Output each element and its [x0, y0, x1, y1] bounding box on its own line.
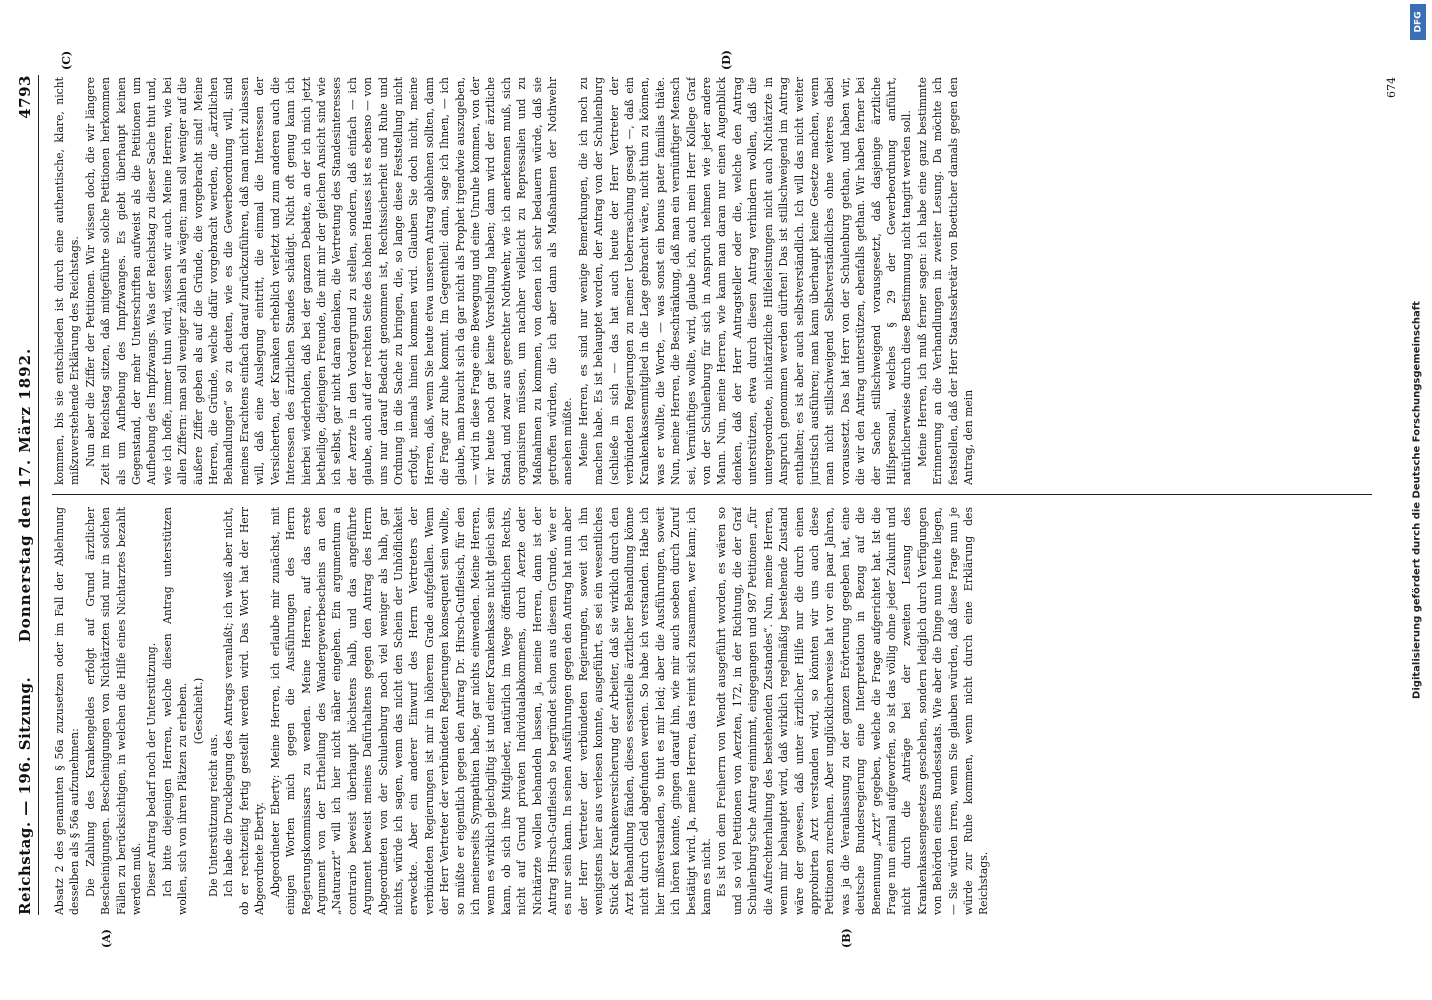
credit-text: Digitalisierung gefördert durch die Deutsche Forschungsgemeinschaft — [1411, 301, 1423, 699]
dfg-logo: DFG — [1410, 4, 1426, 40]
paragraph: (Geschieht.) — [191, 677, 205, 745]
paragraph: Meine Herren, es sind nur wenige Bemerkungen, die ich noch zu machen habe. Es ist behauptet worden, der Antrag von der Schulenburg (schließe in sich — das hat auch heute der Herr Vertreter der verbündeten Regierungen zu meiner Ueberraschung gesagt —, daß ein Krankenkassenmitglied in die Lage gebracht wäre, nicht thun zu können, was er wollte, die Worte, — was sonst ein bonus pater familias thäte. Nun, meine Herren, die Beschränkung, daß man ein vernünftiger Mensch sei, Vernünftiges wollte, wird, glaube ich, auch mein Herr Kollege Graf von der Schulenburg für sich in Anspruch nehmen wie jeder andere Mann. Nun, meine Herren, wie kann man daran nur einen Augenblick denken, daß der Herr Antragsteller oder die, welche den Antrag unterstützen, etwa durch diesen Antrag verhindern wollen, daß die untergeordnete, nichtärztliche Hilfeleistungen nicht auch Nichtärzte in Anspruch genommen werden dürften! Das ist stillschweigend im Antrag enthalten; es ist aber auch selbstverständlich. Ich will das nicht weiter juristisch ausführen; man kann überhaupt keine Gesetze machen, wenn man nicht stillschweigend Selbstverständliches ohne weiteres dabei voraussetzt. Das hat Herr von der Schulenburg gethan, und haben wir, die wir den Antrag unterstützen, ebenfalls gethan. Wir haben ferner bei der Sache stillschweigend vorausgesetzt, daß dasjenige ärztliche Hilfspersonal, welches § 29 der Gewerbeordnung anführt, natürlicherweise durch diese Bestimmung nicht tangirt werden soll. — [576, 77, 914, 485]
page-header — [14, 75, 39, 915]
signature-mark: 674 — [1385, 77, 1398, 98]
paragraph: Absatz 2 des genannten § 56a zuzusetzen oder im Fall der Ablehnung desselben als § 56a aufzunehmen: — [53, 507, 82, 915]
margin-mark-a: (A) — [100, 929, 113, 948]
margin-mark-c: (C) — [60, 50, 73, 70]
right-column — [52, 77, 1372, 485]
paragraph: kommen, bis sie entschieden ist durch eine authentische, klare, nicht mißzuverstehende Erklärung des Reichstags. — [53, 77, 82, 485]
speech-paragraph: Abgeordneter Eberty: Meine Herren, ich erlaube mir zunächst, mit einigen Worten mich gegen die Ausführungen des Herrn Regierungskommissars zu wenden. Meine Herren, auf das erste Argument von der Ertheilung des Wandergewerbescheins an den „Naturarzt“ will ich hier nicht näher eingehen. Ein argumentum a contrario beweist überhaupt höchstens halb, und das angeführte Argument beweist meines Dafürhaltens gegen den Antrag des Herrn Abgeordneten von der Schulenburg noch viel weniger als halb, gar nichts, würde ich sagen, wenn das nicht den Schein der Unhöflichkeit erweckte. Aber ein anderer Einwurf des Herrn Vertreters der verbündeten Regierungen ist mir in höherem Grade aufgefallen. Wenn der Herr Vertreter der verbündeten Regierungen konsequent sein wollte, so müßte er eigentlich gegen den Antrag Dr. Hirsch-Gutfleisch, für den ich meinerseits Sympathien habe, gar nichts einwenden. Meine Herren, wenn es wirklich gleichgiltig ist und einer Krankenkasse nicht gleich sein kann, ob sich ihre Mitglieder, natürlich im Wege öffentlichen Rechts, nicht auf Grund privaten Individualabkommens, durch Aerzte oder Nichtärzte wollen behandeln lassen, ja, meine Herren, dann ist der Antrag Hirsch-Gutfleisch so begründet schon aus diesem Grunde, wie er es nur sein kann. In seinen Ausführungen gegen den Antrag hat nun aber der Herr Vertreter der verbündeten Regierungen, soweit ich ihn wenigstens hier aus verlesen konnte, ausgeführt, es sei ein wesentliches Stück der Krankenversicherung der Arbeiter, daß sie wirklich durch den Arzt Behandlung fänden, dieses essentielle ärztlicher Behandlung könne nicht durch Geld abgefunden werden. So habe ich verstanden. Habe ich hier mißverstanden, so thut es mir leid; aber die Ausführungen, soweit ich hören konnte, gingen darauf hin, wie mir auch soeben durch Zuruf bestätigt wird. Ja, meine Herren, das reimt sich zusammen, wer kann; ich kann es nicht. — [268, 507, 714, 915]
paragraph: Nun aber die Ziffer der Petitionen. Wir wissen doch, die wir längere Zeit im Reichstag sitzen, daß mitgeführte solche Petitionen herkommen als um Aufhebung des Impfzwanges. Es giebt überhaupt keinen Gegenstand, der mehr Unterschriften aufweist als die Petitionen um Aufhebung des Impfzwangs. Was der Reichstag zu dieser Sache thut und, wie ich hoffe, immer thun wird, wissen wir auch. Meine Herren, wie bei allen Ziffern: man soll weniger zählen als wägen; man soll weniger auf die äußere Ziffer geben als auf die Gründe, die vorgebracht sind! Meine Herren, die Gründe, welche dafür vorgebracht werden, die „ärztlichen Behandlungen“ so zu deuten, wie es die Gewerbeordnung will, sind meines Erachtens einfach darauf zurückzuführen, daß man nicht zulassen will, daß eine Auslegung eintritt, die einmal die Interessen der Versicherten, der Kranken erheblich verletzt und zum anderen auch die Interessen des ärztlichen Standes schädigt. Nicht oft genug kann ich hierbei wiederholen, daß bei der ganzen Debatte, an der ich mich jetzt betheilige, diejenigen Freunde, die mit mir der gleichen Ansicht sind wie ich selbst, gar nicht daran denken, die Vertretung des Standesinteresses der Aerzte in den Vordergrund zu stellen, sondern, daß einfach — ich glaube, auch auf der rechten Seite des hohen Hauses ist es ebenso — von uns nur darauf Bedacht genommen ist, Rechtssicherheit und Ruhe und Ordnung in die Sache zu bringen, die, so lange diese Feststellung nicht erfolgt, niemals hinein kommen wird. Glauben Sie doch nicht, meine Herren, daß, wenn Sie heute etwa unseren Antrag ablehnen sollten, dann die Frage zur Ruhe kommt. Im Gegentheil: dann, sage ich Ihnen, — ich glaube, man braucht sich da gar nicht als Prophet irgendwie auszugeben, — wird in diese Frage eine Bewegung und eine Unruhe kommen, von der wir heute noch gar keine Vorstellung haben; dann wird der ärztliche Stand, und zwar aus gerechter Nothwehr, wie ich anerkennen muß, sich organisiren müssen, um nachher vielleicht zu Repressalien und zu Maßnahmen zu kommen, von denen ich sehr bedauern würde, daß sie getroffen würden, die ich aber dann als Maßnahmen der Nothwehr ansehen müßte. — [83, 77, 575, 485]
paragraph: Die Zahlung des Krankengeldes erfolgt auf Grund ärztlicher Bescheinigungen. Bescheinigungen von Nichtärzten sind nur in solchen Fällen zu berücksichtigen, in welchen die Hilfe eines Nichtarztes bezahlt werden muß. — [83, 507, 144, 915]
paragraph: Es ist von dem Freiherrn von Wendt ausgeführt worden, es wären so und so viel Petitionen von Aerzten, 172, in der Richtung, die der Graf Schulenburg'sche Antrag einnimmt, eingegangen und 987 Petitionen „für die Aufrechterhaltung des bestehenden Zustandes“. Nun, meine Herren, wenn mir behauptet wird, daß wirklich regelmäßig bestehende Zustand wäre der gewesen, daß unter ärztlicher Hilfe nur die durch einen approbirten Arzt verstanden wird, so könnten wir uns auch diese Petitionen zurechnen. Aber unglücklicherweise hat vor ein paar Jahren, was ja die Veranlassung zu der ganzen Erörterung gegeben hat, eine deutsche Bundesregierung eine Interpretation in Bezug auf die Benennung „Arzt“ gegeben, welche die Frage aufgerichtet hat. Ist die Frage nun einmal aufgeworfen, so ist das völlig ohne jeder Zukunft und nicht durch die Anträge bei der zweiten Lesung des Krankenkassengesetzes geschehen, sondern lediglich durch Verfügungen von Behörden eines Bundesstaats. Wie aber die Dinge nun heute liegen, — Sie würden irren, wenn Sie glauben würden, daß diese Frage nun je würde zur Ruhe kommen, wenn nicht durch eine Erklärung des Reichstags. — [715, 507, 991, 915]
paragraph: Dieser Antrag bedarf noch der Unterstützung. — [145, 642, 159, 897]
left-column — [52, 507, 1372, 915]
header-left: Reichstag. — 196. Sitzung. — [16, 676, 34, 915]
margin-mark-d: (D) — [720, 50, 733, 70]
paragraph: Die Unterstützung reicht aus. — [207, 733, 221, 897]
column-divider — [52, 494, 1372, 495]
margin-mark-b: (B) — [840, 928, 853, 948]
paragraph: Meine Herren, ich muß ferner sagen: ich habe eine ganz bestimmte Erinnerung an die Verhandlungen in zweiter Lesung. Da möchte ich feststellen, daß der Herr Staatssekretär von Boetticher damals gegen den Antrag, den mein — [915, 77, 975, 485]
paragraph: Ich bitte diejenigen Herren, welche diesen Antrag unterstützen wollen, sich von ihren Plätzen zu erheben. — [160, 507, 190, 915]
paragraph: Ich habe die Drucklegung des Antrags veranlaßt; ich weiß aber nicht, ob er rechtzeitig fertig gestellt werden wird. Das Wort hat der Herr Abgeordnete Eberty. — [222, 507, 267, 915]
digitization-credit — [1406, 0, 1428, 1000]
header-date: Donnerstag den 17. März 1892. — [16, 347, 34, 643]
page-number: 4793 — [16, 75, 34, 119]
